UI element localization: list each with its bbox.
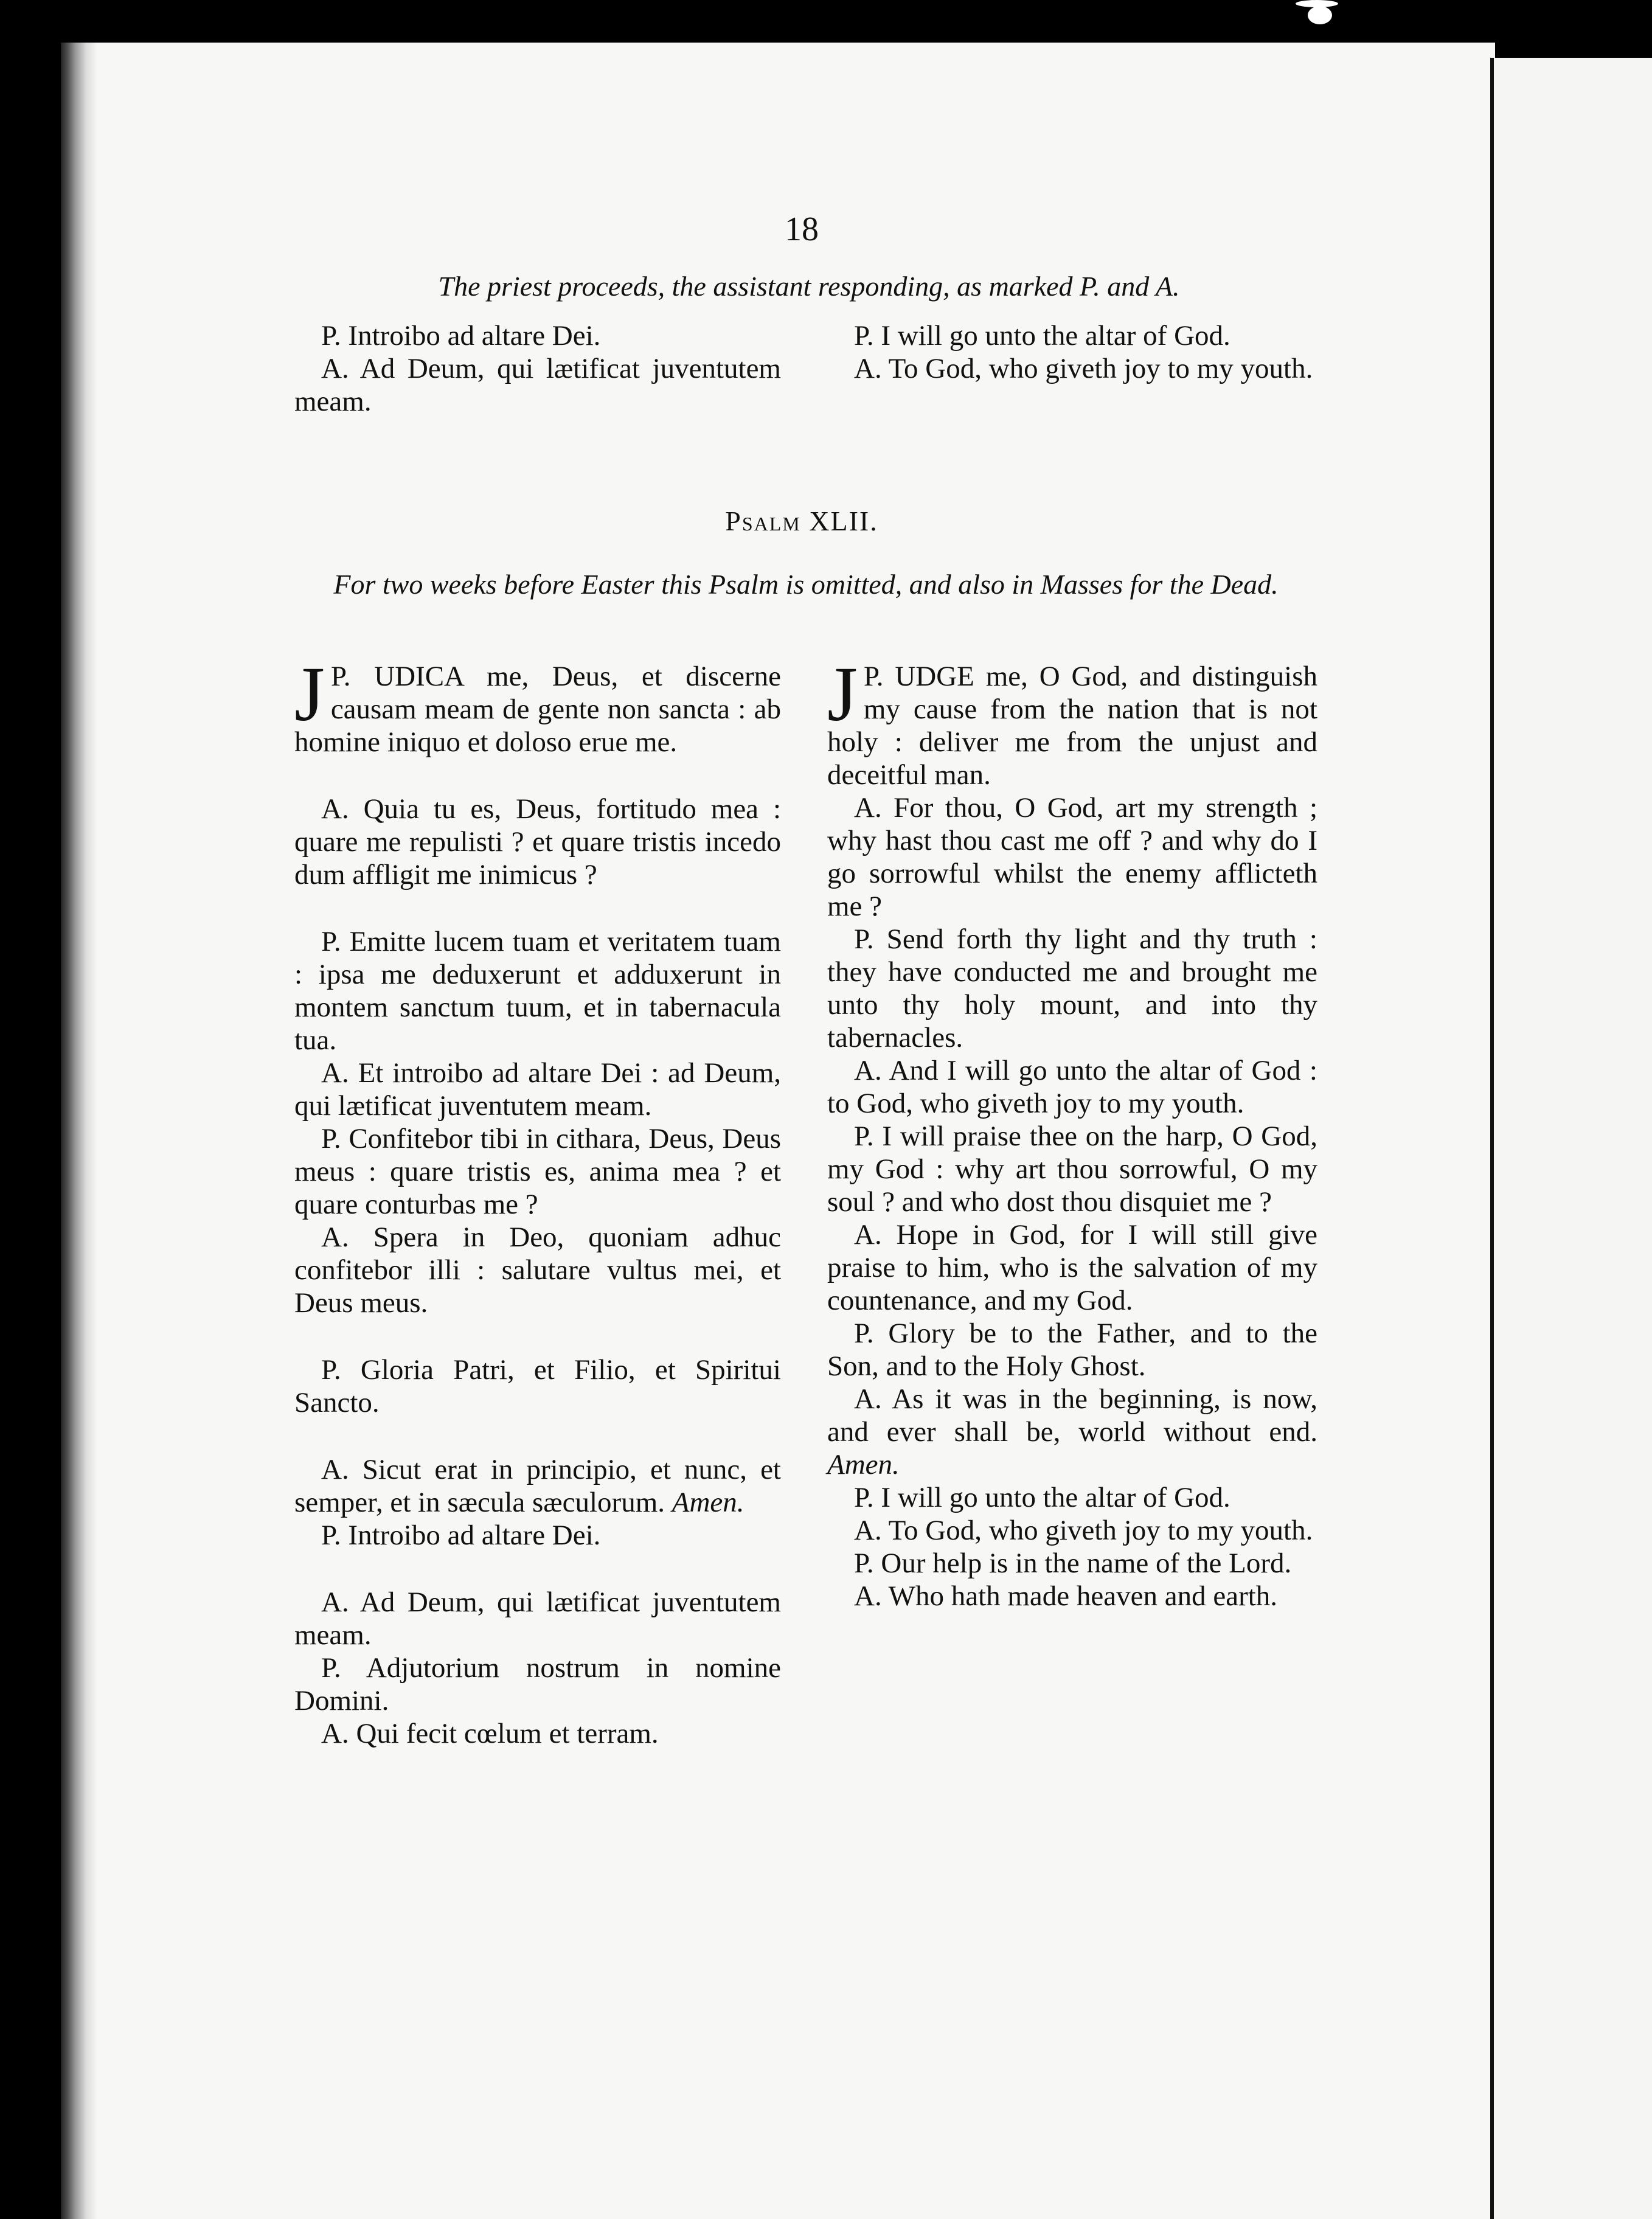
first-verse [827, 651, 1318, 791]
verse: P. Introibo ad altare Dei. [321, 320, 601, 352]
facing-page-edge [1490, 58, 1652, 2219]
page-number: 18 [785, 210, 819, 248]
verse: A. Et introibo ad altare Dei : ad Deum, qui lætificat juventutem meam. [294, 1057, 781, 1122]
verse-text: A. Sicut erat in principio, et nunc, et semper, et in sæcula sæculorum. [294, 1454, 781, 1518]
verse: A. Ad Deum, qui lætificat juventutem meam. [294, 1586, 781, 1651]
verse [294, 1453, 781, 1519]
verse-text: A. As it was in the beginning, is now, and ever shall be, world without end. [827, 1383, 1317, 1448]
verse [827, 1383, 1317, 1481]
verse: A. To God, who giveth joy to my youth. [854, 353, 1313, 384]
verse: P. I will go unto the altar of God. [854, 320, 1230, 352]
verse: P. Adjutorium nostrum in nomine Domini. [294, 1652, 781, 1717]
verse: P. Send forth thy light and thy truth : they have conducted me and brought me unto thy holy mount, and into thy tabernacles. [827, 923, 1317, 1054]
intro-english-column [827, 319, 1317, 385]
verse: A. Spera in Deo, quoniam adhuc confitebor illi : salutare vultus mei, et Deus meus. [294, 1221, 781, 1319]
psalm-english-column [827, 651, 1318, 1613]
verse-prefix: P. [330, 661, 351, 692]
verse: P. Introibo ad altare Dei. [321, 1519, 601, 1551]
verse: P. Emitte lucem tuam et veritatem tuam : ipsa me deduxerunt et adduxerunt in montem sanctum tuum, et in tabernacula tua. [294, 926, 781, 1056]
rubric-instruction: The priest proceeds, the assistant responding, as marked P. and A. [438, 271, 1180, 302]
scan-speck [1296, 0, 1338, 7]
book-binding [61, 43, 97, 2219]
verse: A. Quia tu es, Deus, fortitudo mea : quare me repulisti ? et quare tristis incedo dum affligit me inimicus ? [294, 793, 781, 891]
verse-prefix: P. [863, 661, 884, 692]
verse: A. Who hath made heaven and earth. [854, 1580, 1278, 1612]
verse-text: UDICA me, Deus, et discerne causam meam de gente non sancta : ab homine iniquo et doloso erue me. [294, 661, 782, 758]
amen: Amen. [827, 1449, 900, 1481]
first-verse [294, 651, 782, 759]
drop-cap: J [294, 651, 325, 737]
scan-speck [1308, 6, 1332, 24]
verse: P. I will go unto the altar of God. [854, 1482, 1230, 1513]
verse: A. And I will go unto the altar of God : to God, who giveth joy to my youth. [827, 1055, 1317, 1119]
verse: P. Confitebor tibi in cithara, Deus, Deus meus : quare tristis es, anima mea ? et quare conturbas me ? [294, 1123, 781, 1220]
verse: P. Glory be to the Father, and to the Son, and to the Holy Ghost. [827, 1318, 1317, 1382]
verse: P. Our help is in the name of the Lord. [854, 1547, 1292, 1579]
verse: P. Gloria Patri, et Filio, et Spiritui Sancto. [294, 1354, 781, 1419]
amen: Amen. [672, 1487, 744, 1518]
verse-text: UDGE me, O God, and distinguish my cause from the nation that is not holy : deliver me from the unjust and deceitful man. [827, 661, 1318, 791]
psalm-latin-column [294, 651, 782, 1750]
verse: A. Hope in God, for I will still give praise to him, who is the salvation of my countenance, and my God. [827, 1219, 1317, 1316]
verse: A. Ad Deum, qui lætificat juventutem meam. [294, 353, 781, 417]
verse: A. For thou, O God, art my strength ; why hast thou cast me off ? and why do I go sorrowful whilst the enemy afflicteth me ? [827, 792, 1317, 922]
verse: A. To God, who giveth joy to my youth. [854, 1515, 1313, 1546]
verse: P. I will praise thee on the harp, O God, my God : why art thou sorrowful, O my soul ? and who dost thou disquiet me ? [827, 1120, 1317, 1218]
verse: A. Qui fecit cœlum et terram. [321, 1718, 659, 1749]
psalm-title: Psalm XLII. [725, 505, 878, 537]
intro-latin-column [294, 319, 781, 418]
drop-cap: J [827, 651, 858, 737]
psalm-rubric: For two weeks before Easter this Psalm is omitted, and also in Masses for the Dead. [333, 569, 1279, 600]
